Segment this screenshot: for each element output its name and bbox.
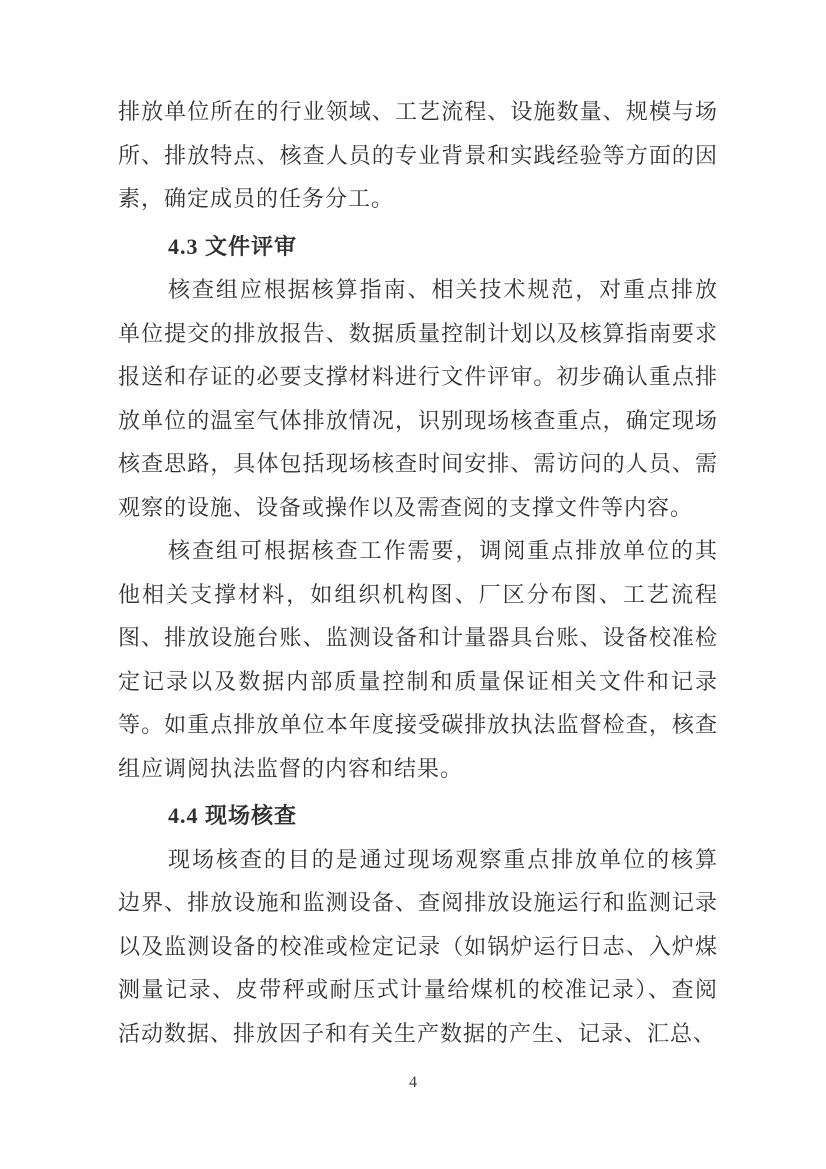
- paragraph-continuation: 排放单位所在的行业领域、工艺流程、设施数量、规模与场所、排放特点、核查人员的专业背景和实践经验等方面的因素，确定成员的任务分工。: [118, 99, 718, 211]
- page-content: [118, 90, 718, 1055]
- paragraph-site-verification: 现场核查的目的是通过现场观察重点排放单位的核算边界、排放设施和监测设备、查阅排放设施运行和监测记录以及监测设备的校准或检定记录（如锅炉运行日志、入炉煤测量记录、皮带秤或耐压式计量给煤机的校准记录）、查阅活动数据、排放因子和有关生产数据的产生、记录、汇总、: [118, 846, 718, 1046]
- section-heading-4-4: 4.4 现场核查: [168, 803, 298, 828]
- paragraph-document-review-2: 核查组可根据核查工作需要，调阅重点排放单位的其他相关支撑材料，如组织机构图、厂区分布图、工艺流程图、排放设施台账、监测设备和计量器具台账、设备校准检定记录以及数据内部质量控制和质量保证相关文件和记录等。如重点排放单位本年度接受碳排放执法监督检查，核查组应调阅执法监督的内容和结果。: [118, 538, 718, 781]
- page-number: 4: [409, 1074, 417, 1091]
- paragraph-document-review-1: 核查组应根据核算指南、相关技术规范，对重点排放单位提交的排放报告、数据质量控制计划以及核算指南要求报送和存证的必要支撑材料进行文件评审。初步确认重点排放单位的温室气体排放情况，识别现场核查重点，确定现场核查思路，具体包括现场核查时间安排、需访问的人员、需观察的设施、设备或操作以及需查阅的支撑文件等内容。: [118, 277, 718, 520]
- section-heading-4-3: 4.3 文件评审: [168, 233, 298, 259]
